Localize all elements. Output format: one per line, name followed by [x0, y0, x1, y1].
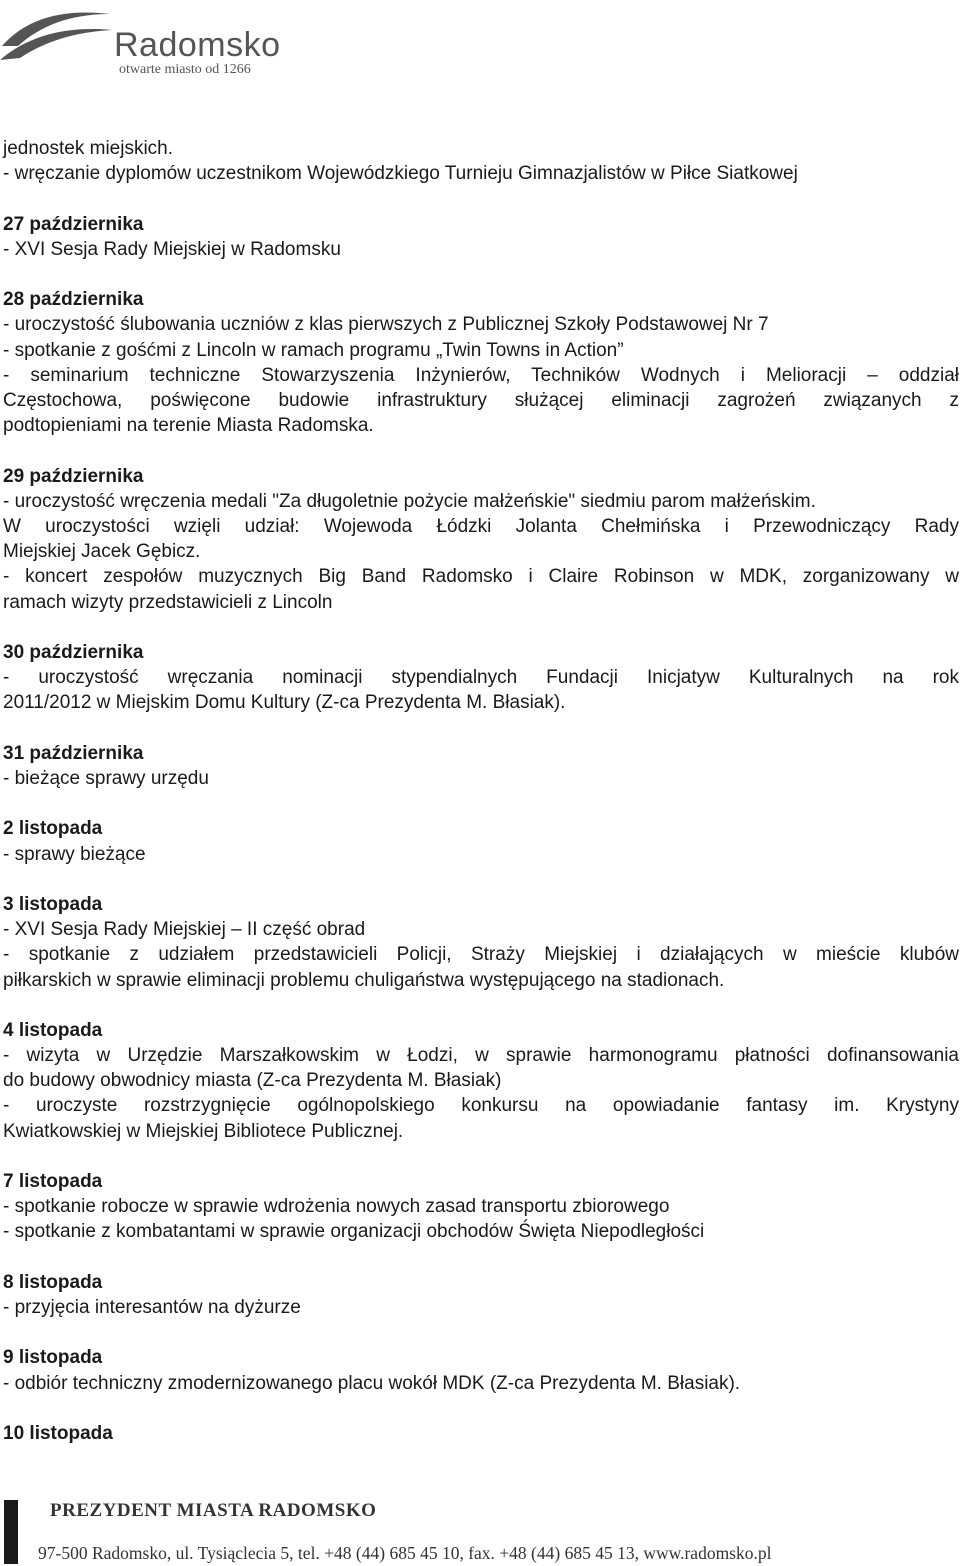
logo-name: Radomsko: [114, 26, 281, 64]
date-heading: 9 listopada: [3, 1347, 103, 1369]
text-line: 2011/2012 w Miejskim Domu Kultury (Z-ca Prezydenta M. Błasiak).: [3, 692, 566, 714]
city-logo: [0, 0, 300, 82]
text-line: jednostek miejskich.: [3, 138, 174, 159]
date-heading: 30 października: [3, 641, 144, 663]
text-line: - wizyta w Urzędzie Marszałkowskim w Łodzi, w sprawie harmonogramu płatności dofinansowania: [3, 1045, 959, 1067]
text-line: - odbiór techniczny zmodernizowanego placu wokół MDK (Z-ca Prezydenta M. Błasiak).: [3, 1372, 741, 1394]
text-line: - XVI Sesja Rady Miejskiej w Radomsku: [3, 238, 341, 260]
footer-address: 97-500 Radomsko, ul. Tysiąclecia 5, tel. +48 (44) 685 45 10, fax. +48 (44) 685 45 13, www.radomsko.pl: [38, 1543, 772, 1563]
text-line: - koncert zespołów muzycznych Big Band Radomsko i Claire Robinson w MDK, zorganizowany w: [3, 566, 959, 588]
swoosh-icon: [0, 0, 115, 80]
text-line: - uroczystość ślubowania uczniów z klas pierwszych z Publicznej Szkoły Podstawowej Nr 7: [3, 314, 769, 336]
date-heading: 2 listopada: [3, 818, 103, 840]
text-line: - uroczystość wręczania nominacji stypendialnych Fundacji Inicjatyw Kulturalnych na rok: [3, 667, 959, 689]
text-line: do budowy obwodnicy miasta (Z-ca Prezydenta M. Błasiak): [3, 1070, 502, 1092]
text-line: - seminarium techniczne Stowarzyszenia Inżynierów, Techników Wodnych i Melioracji – oddział: [3, 364, 959, 386]
text-line: - sprawy bieżące: [3, 843, 146, 865]
date-heading: 4 listopada: [3, 1019, 103, 1041]
date-heading: 31 października: [3, 742, 144, 764]
date-heading: 8 listopada: [3, 1271, 103, 1293]
footer: [0, 1488, 960, 1566]
date-heading: 28 października: [3, 289, 144, 311]
paragraph-gap: [3, 1144, 959, 1169]
paragraph-gap: [3, 867, 959, 892]
paragraph-gap: [3, 993, 959, 1018]
paragraph-gap: [3, 1245, 959, 1270]
date-heading: 3 listopada: [3, 893, 103, 915]
text-line: - spotkanie z gośćmi z Lincoln w ramach programu „Twin Towns in Action”: [3, 339, 624, 361]
text-line: - XVI Sesja Rady Miejskiej – II część obrad: [3, 919, 366, 941]
paragraph-gap: [3, 716, 959, 741]
paragraph-gap: [3, 791, 959, 816]
logo-tagline: otwarte miasto od 1266: [119, 62, 251, 77]
text-line: - uroczystość wręczenia medali "Za długoletnie pożycie małżeńskie" siedmiu parom małżeńskim.: [3, 490, 816, 512]
text-line: podtopieniami na terenie Miasta Radomska.: [3, 415, 374, 437]
date-heading: 10 listopada: [3, 1423, 113, 1445]
text-line: Kwiatkowskiej w Miejskiej Bibliotece Publicznej.: [3, 1120, 404, 1142]
text-line: - przyjęcia interesantów na dyżurze: [3, 1297, 301, 1319]
paragraph-gap: [3, 186, 959, 211]
footer-title: PREZYDENT MIASTA RADOMSKO: [50, 1500, 377, 1521]
text-line: - uroczyste rozstrzygnięcie ogólnopolskiego konkursu na opowiadanie fantasy im. Krystyny: [3, 1095, 959, 1117]
paragraph-gap: [3, 1320, 959, 1345]
footer-bar: [4, 1500, 18, 1564]
paragraph-gap: [3, 615, 959, 640]
text-line: Częstochowa, poświęcone budowie infrastruktury służącej eliminacji zagrożeń związanych z: [3, 389, 959, 411]
text-line: - spotkanie robocze w sprawie wdrożenia nowych zasad transportu zbiorowego: [3, 1196, 670, 1218]
text-line: - spotkanie z kombatantami w sprawie organizacji obchodów Święta Niepodległości: [3, 1221, 705, 1243]
date-heading: 27 października: [3, 213, 144, 235]
paragraph-gap: [3, 438, 959, 463]
text-line: W uroczystości wzięli udział: Wojewoda Łódzki Jolanta Chełmińska i Przewodniczący Rady: [3, 515, 959, 537]
text-line: - bieżące sprawy urzędu: [3, 767, 209, 789]
text-line: ramach wizyty przedstawicieli z Lincoln: [3, 591, 333, 613]
date-heading: 29 października: [3, 465, 144, 487]
date-heading: 7 listopada: [3, 1171, 103, 1193]
paragraph-gap: [3, 262, 959, 287]
report-body: [3, 136, 959, 1446]
text-line: piłkarskich w sprawie eliminacji problemu chuligaństwa występującego na stadionach.: [3, 969, 725, 991]
text-line: Miejskiej Jacek Gębicz.: [3, 541, 201, 563]
text-line: - wręczanie dyplomów uczestnikom Wojewódzkiego Turnieju Gimnazjalistów w Piłce Siatkowej: [3, 163, 798, 185]
text-line: - spotkanie z udziałem przedstawicieli Policji, Straży Miejskiej i działających w mieście klubów: [3, 944, 959, 966]
paragraph-gap: [3, 1396, 959, 1421]
